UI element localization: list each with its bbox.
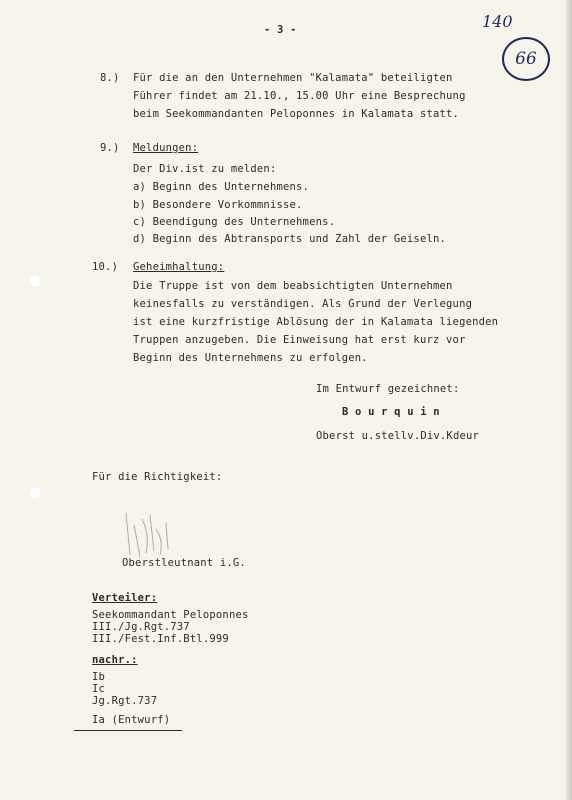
item10-number: 10.)	[92, 261, 119, 273]
item10-heading: Geheimhaltung:	[133, 261, 225, 273]
item9-point-c: c) Beendigung des Unternehmens.	[133, 216, 336, 228]
item8-line-3: beim Seekommandanten Peloponnes in Kalamata statt.	[133, 108, 460, 120]
signatory-rank: Oberst u.stellv.Div.Kdeur	[316, 430, 480, 442]
item9-intro: Der Div.ist zu melden:	[133, 163, 277, 175]
item8-line-1: Für die an den Unternehmen "Kalamata" beteiligten	[133, 72, 453, 84]
item10-line-1: Die Truppe ist von dem beabsichtigten Unternehmen	[133, 280, 453, 292]
punch-hole-bottom	[28, 486, 42, 500]
nachr-heading: nachr.:	[92, 654, 138, 666]
item9-point-d: d) Beginn des Abtransports und Zahl der Geiseln.	[133, 233, 447, 245]
item10-line-5: Beginn des Unternehmens zu erfolgen.	[133, 352, 368, 364]
item9-point-b: b) Besondere Vorkommnisse.	[133, 199, 303, 211]
item10-line-2: keinesfalls zu verständigen. Als Grund der Verlegung	[133, 298, 473, 310]
nachr-entry-3: Jg.Rgt.737	[92, 695, 158, 707]
item9-number: 9.)	[100, 142, 120, 154]
item8-line-2: Führer findet am 21.10., 15.00 Uhr eine Besprechung	[133, 90, 466, 102]
final-entry: Ia (Entwurf)	[92, 714, 171, 726]
item8-number: 8.)	[100, 72, 120, 84]
draft-signed-label: Im Entwurf gezeichnet:	[316, 383, 460, 395]
nachr-entry-1: Ib	[92, 671, 106, 683]
item9-heading: Meldungen:	[133, 142, 199, 154]
item9-point-a: a) Beginn des Unternehmens.	[133, 181, 310, 193]
final-underline	[74, 730, 182, 731]
circled-folio	[502, 37, 550, 81]
nachr-entry-2: Ic	[92, 683, 106, 695]
archive-number: 140	[482, 12, 513, 31]
page-number: - 3 -	[264, 24, 297, 36]
distribution-entry-2: III./Jg.Rgt.737	[92, 621, 190, 633]
item10-line-4: Truppen anzugeben. Die Einweisung hat erst kurz vor	[133, 334, 466, 346]
punch-hole-top	[28, 274, 42, 288]
signatory-name: B o u r q u i n	[342, 406, 440, 418]
item10-line-3: ist eine kurzfristige Ablösung der in Kalamata liegenden	[133, 316, 499, 328]
circled-number: 66	[515, 49, 537, 69]
page-edge-shadow	[566, 0, 572, 800]
distribution-entry-3: III./Fest.Inf.Btl.999	[92, 633, 229, 645]
certifying-officer: Oberstleutnant i.G.	[122, 557, 246, 569]
handwritten-signature	[120, 505, 190, 565]
distribution-heading: Verteiler:	[92, 592, 158, 604]
certification-label: Für die Richtigkeit:	[92, 471, 223, 483]
distribution-entry-1: Seekommandant Peloponnes	[92, 609, 249, 621]
